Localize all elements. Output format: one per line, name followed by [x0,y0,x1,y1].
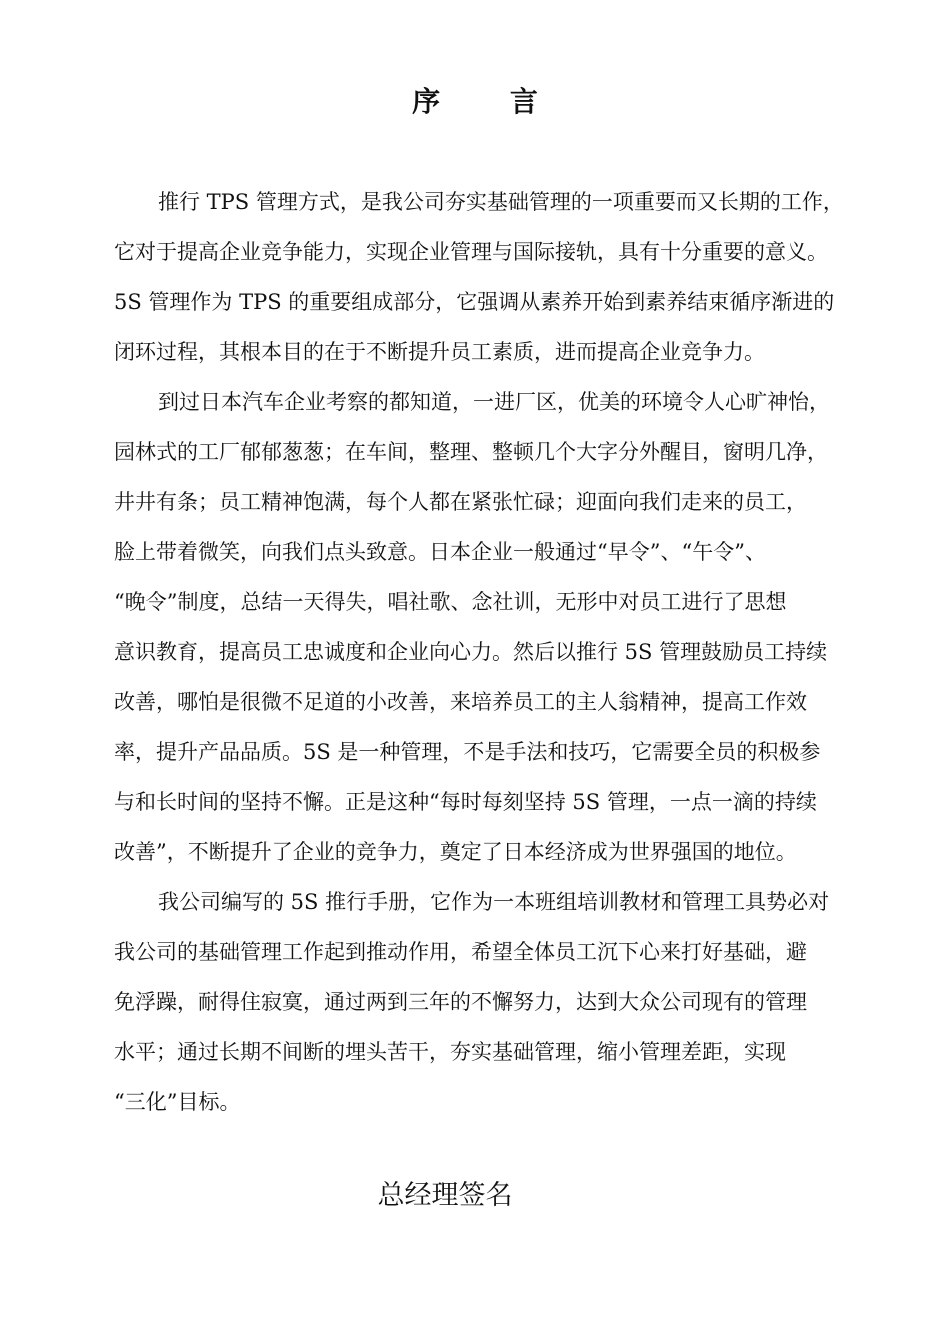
paragraph-line: 到过日本汽车企业考察的都知道，一进厂区，优美的环境令人心旷神怡， [158,390,830,414]
paragraph-line: 我公司的基础管理工作起到推动作用，希望全体员工沉下心来打好基础，避 [114,940,807,964]
paragraph-line: “晚令”制度，总结一天得失，唱社歌、念社训，无形中对员工进行了思想 [114,590,787,614]
paragraph-line: 水平；通过长期不间断的埋头苦干，夯实基础管理，缩小管理差距，实现 [114,1040,786,1064]
paragraph-line: 意识教育，提高员工忠诚度和企业向心力。然后以推行 5S 管理鼓励员工持续 [114,640,828,664]
paragraph-1 [114,177,874,377]
paragraph-line: 与和长时间的坚持不懈。正是这种“每时每刻坚持 5S 管理，一点一滴的持续 [114,790,817,814]
paragraph-line: 推行 TPS 管理方式，是我公司夯实基础管理的一项重要而又长期的工作， [158,190,844,214]
paragraph-line: 率，提升产品品质。5S 是一种管理，不是手法和技巧，它需要全员的积极参 [114,740,821,764]
body-text [114,177,874,1127]
paragraph-line: 改善，哪怕是很微不足道的小改善，来培养员工的主人翁精神，提高工作效 [114,690,807,714]
paragraph-line: 它对于提高企业竞争能力，实现企业管理与国际接轨，具有十分重要的意义。 [114,240,828,264]
paragraph-line: 免浮躁，耐得住寂寞，通过两到三年的不懈努力，达到大众公司现有的管理 [114,990,807,1014]
page-title: 序 言 [412,85,568,118]
paragraph-line: 闭环过程，其根本目的在于不断提升员工素质，进而提高企业竞争力。 [114,340,765,364]
paragraph-line: 脸上带着微笑，向我们点头致意。日本企业一般通过“早令”、“午令”、 [114,540,766,564]
signature-label: 总经理签名 [377,1180,513,1211]
paragraph-line: “三化”目标。 [114,1090,241,1114]
paragraph-2 [114,377,874,877]
paragraph-3 [114,877,874,1127]
paragraph-line: 我公司编写的 5S 推行手册，它作为一本班组培训教材和管理工具势必对 [158,890,830,914]
paragraph-line: 园林式的工厂郁郁葱葱；在车间，整理、整顿几个大字分外醒目，窗明几净， [114,440,828,464]
paragraph-line: 改善”，不断提升了企业的竞争力，奠定了日本经济成为世界强国的地位。 [114,840,797,864]
paragraph-line: 井井有条；员工精神饱满，每个人都在紧张忙碌；迎面向我们走来的员工， [114,490,807,514]
paragraph-line: 5S 管理作为 TPS 的重要组成部分，它强调从素养开始到素养结束循序渐进的 [114,290,835,314]
